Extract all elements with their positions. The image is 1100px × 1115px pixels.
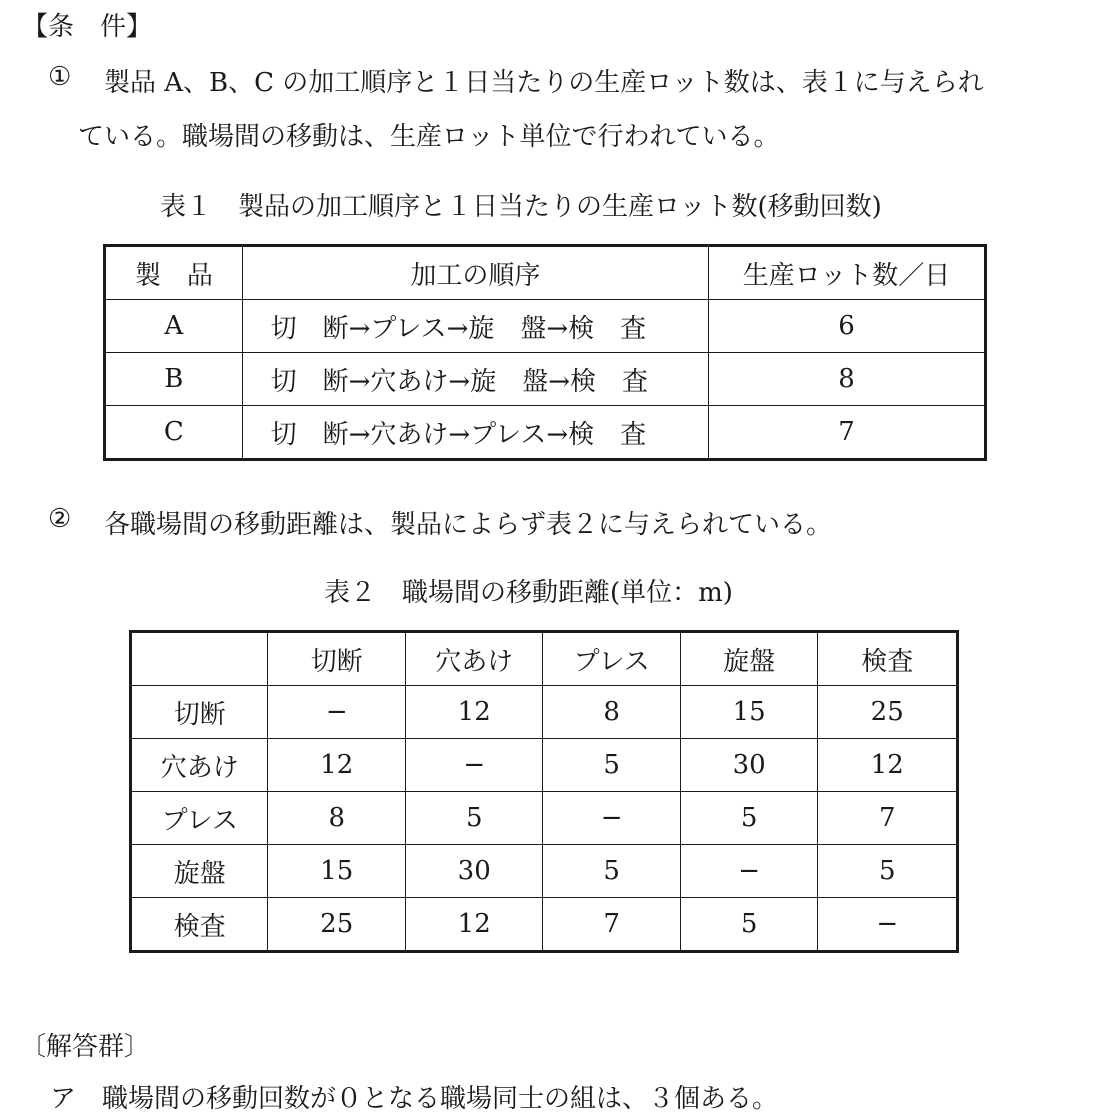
table-2-caption: 表２ 職場間の移動距離(単位：m)	[324, 578, 733, 608]
table-2-cell: 5	[543, 845, 680, 898]
table-1-lots: 7	[709, 406, 986, 460]
table-2-cell: 30	[680, 739, 818, 792]
table-2-header-cell: 切断	[268, 632, 406, 686]
table-2-row-label: 切断	[131, 686, 268, 739]
table-2-row-label: 検査	[131, 898, 268, 952]
table-2-cell: 12	[405, 686, 543, 739]
table-1-caption: 表１ 製品の加工順序と１日当たりの生産ロット数(移動回数)	[160, 192, 882, 222]
table-2-cell: 5	[680, 792, 818, 845]
condition-1-number: ①	[48, 62, 72, 92]
table-row	[131, 792, 958, 845]
table-2-cell: 12	[268, 739, 406, 792]
answers-heading: 〔解答群〕	[20, 1032, 151, 1062]
table-2-cell: 7	[543, 898, 680, 952]
table-1-header-product: 製 品	[105, 246, 243, 300]
answer-option-a: ア 職場間の移動回数が０となる職場同士の組は、３個ある。	[50, 1084, 779, 1114]
table-2-corner-cell	[131, 632, 268, 686]
condition-2-number: ②	[48, 504, 72, 534]
table-1-product: A	[105, 300, 243, 353]
table-2-cell: −	[543, 792, 680, 845]
table-2-header-cell: プレス	[543, 632, 680, 686]
table-2-cell: 5	[405, 792, 543, 845]
table-row	[131, 845, 958, 898]
table-2-cell: 5	[818, 845, 958, 898]
condition-2-line-1: 各職場間の移動距離は、製品によらず表２に与えられている。	[104, 510, 833, 540]
table-2-cell: 15	[268, 845, 406, 898]
table-2-cell: 8	[543, 686, 680, 739]
table-1-lots: 8	[709, 353, 986, 406]
table-2-row-label: 旋盤	[131, 845, 268, 898]
table-2-cell: 8	[268, 792, 406, 845]
table-1-product: B	[105, 353, 243, 406]
table-2-header-cell: 穴あけ	[405, 632, 543, 686]
table-1-process-order: 切 断→穴あけ→旋 盤→検 査	[242, 353, 708, 406]
table-1-header-lots-per-day: 生産ロット数／日	[709, 246, 986, 300]
table-1-process-order: 切 断→プレス→旋 盤→検 査	[242, 300, 708, 353]
table-1-product: C	[105, 406, 243, 460]
table-row	[105, 300, 986, 353]
table-2-header-row	[131, 632, 958, 686]
table-1-process-order: 切 断→穴あけ→プレス→検 査	[242, 406, 708, 460]
table-row	[105, 406, 986, 460]
table-2-row-label: 穴あけ	[131, 739, 268, 792]
table-2-cell: 5	[543, 739, 680, 792]
condition-1-line-2: ている。職場間の移動は、生産ロット単位で行われている。	[78, 122, 780, 152]
table-row	[131, 686, 958, 739]
table-row	[131, 898, 958, 952]
table-2-cell: −	[680, 845, 818, 898]
table-row	[105, 353, 986, 406]
condition-1-line-1: 製品 A、B、C の加工順序と１日当たりの生産ロット数は、表１に与えられ	[104, 68, 984, 98]
table-2-cell: 12	[818, 739, 958, 792]
table-2-cell: 5	[680, 898, 818, 952]
conditions-heading: 【条 件】	[22, 12, 153, 42]
table-2-cell: 12	[405, 898, 543, 952]
table-2-cell: 7	[818, 792, 958, 845]
table-2-cell: 25	[268, 898, 406, 952]
table-1	[103, 244, 987, 461]
table-1-header-process-order: 加工の順序	[242, 246, 708, 300]
table-2-header-cell: 検査	[818, 632, 958, 686]
table-1-lots: 6	[709, 300, 986, 353]
table-2-row-label: プレス	[131, 792, 268, 845]
table-2-header-cell: 旋盤	[680, 632, 818, 686]
table-2-cell: 15	[680, 686, 818, 739]
table-row	[131, 739, 958, 792]
table-2-cell: −	[405, 739, 543, 792]
table-2-cell: −	[818, 898, 958, 952]
table-2	[129, 630, 959, 953]
table-2-cell: −	[268, 686, 406, 739]
table-2-cell: 30	[405, 845, 543, 898]
table-1-header-row	[105, 246, 986, 300]
table-2-cell: 25	[818, 686, 958, 739]
